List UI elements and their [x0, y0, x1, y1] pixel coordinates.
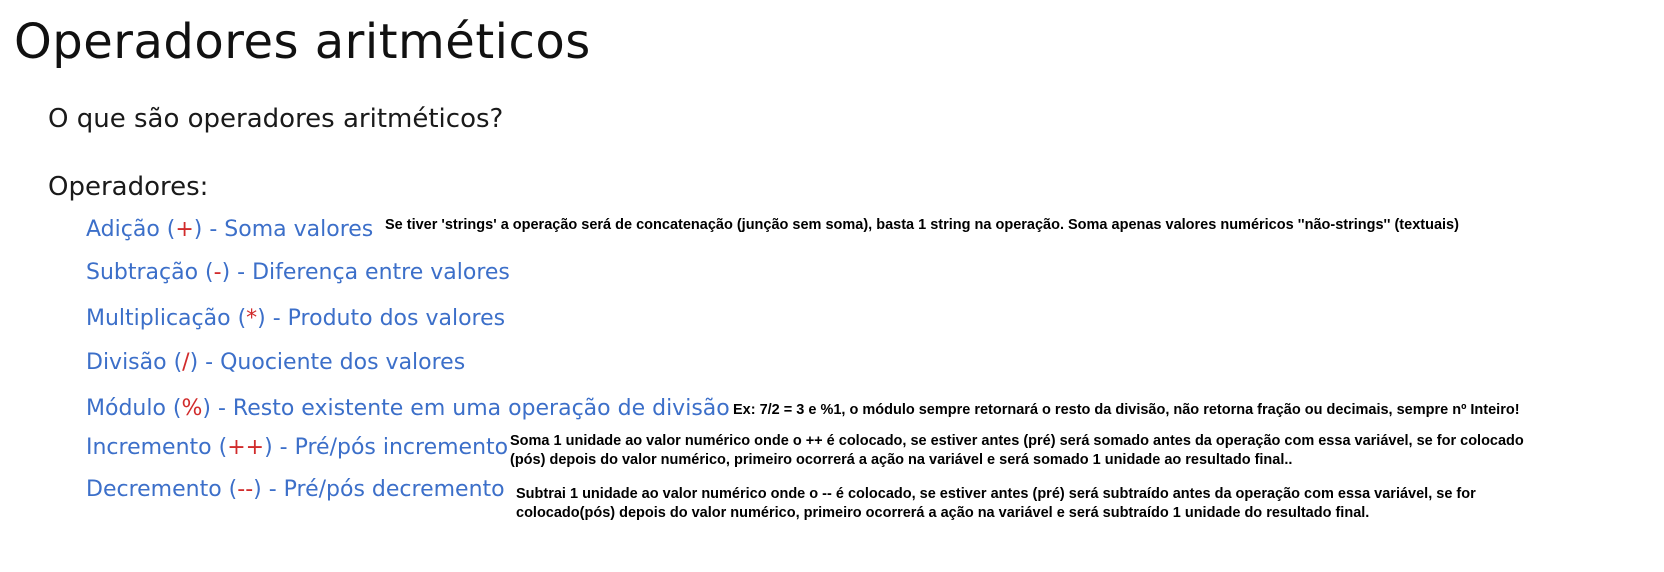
operator-description: - Quociente dos valores: [205, 350, 466, 375]
operator-item-adicao: [86, 215, 373, 245]
operators-heading: Operadores:: [48, 172, 209, 202]
operator-close-paren: ): [257, 306, 273, 331]
operator-open-paren: (: [166, 350, 183, 375]
operator-name: Multiplicação: [86, 306, 231, 331]
operator-open-paren: (: [221, 477, 238, 502]
operator-symbol: --: [237, 477, 254, 502]
operator-item-modulo: [86, 394, 730, 424]
question-heading: O que são operadores aritméticos?: [48, 104, 504, 134]
operator-name: Decremento: [86, 477, 222, 502]
operator-item-decremento: [86, 475, 505, 505]
note-modulo: Ex: 7/2 = 3 e %1, o módulo sempre retornará o resto da divisão, não retorna fração ou decimais, sempre nº Inteiro!: [733, 402, 1520, 418]
note-decremento: Subtrai 1 unidade ao valor numérico onde o -- é colocado, se estiver antes (pré) será subtraído antes da operação com essa variável, se for colocado(pós) depois do valor numérico, primeiro ocorrerá a ação na variável e será subtraído 1 unidade do resultado final.: [516, 486, 1476, 521]
page-title: Operadores aritméticos: [14, 14, 591, 70]
operator-close-paren: ): [189, 350, 206, 375]
operator-description: - Produto dos valores: [272, 306, 506, 331]
operator-name: Divisão: [86, 350, 167, 375]
operator-close-paren: ): [193, 217, 210, 242]
note-adicao: Se tiver 'strings' a operação será de concatenação (junção sem soma), basta 1 string na operação. Soma apenas valores numéricos ''não-strings'' (textuais): [385, 217, 1459, 233]
operator-open-paren: (: [230, 306, 247, 331]
operator-description: - Resto existente em uma operação de divisão: [217, 396, 730, 421]
operator-open-paren: (: [159, 217, 176, 242]
operator-symbol: %: [181, 396, 203, 421]
operator-symbol: *: [246, 306, 258, 331]
operator-close-paren: ): [253, 477, 269, 502]
note-incremento: Soma 1 unidade ao valor numérico onde o ++ é colocado, se estiver antes (pré) será somado antes da operação com essa variável, se for colocado (pós) depois do valor numérico, primeiro ocorrerá a ação na variável e será somado 1 unidade ao resultado final..: [510, 433, 1524, 468]
operator-open-paren: (: [165, 396, 182, 421]
operator-symbol: ++: [227, 435, 265, 460]
operator-close-paren: ): [221, 260, 238, 285]
operator-symbol: +: [175, 217, 194, 242]
operator-close-paren: ): [202, 396, 218, 421]
operator-description: - Pré/pós decremento: [268, 477, 505, 502]
operator-name: Módulo: [86, 396, 166, 421]
operator-symbol: /: [182, 350, 190, 375]
operator-symbol: -: [213, 260, 222, 285]
operator-description: - Diferença entre valores: [237, 260, 510, 285]
operator-item-multiplicacao: [86, 304, 505, 334]
operator-item-incremento: [86, 433, 508, 463]
operator-open-paren: (: [211, 435, 228, 460]
operator-description: - Pré/pós incremento: [279, 435, 509, 460]
operator-close-paren: ): [264, 435, 280, 460]
operator-description: - Soma valores: [209, 217, 374, 242]
operator-open-paren: (: [198, 260, 214, 285]
operator-item-divisao: [86, 348, 465, 378]
operator-item-subtracao: [86, 258, 510, 288]
operator-name: Subtração: [86, 260, 199, 285]
operator-name: Adição: [86, 217, 160, 242]
operator-name: Incremento: [86, 435, 212, 460]
